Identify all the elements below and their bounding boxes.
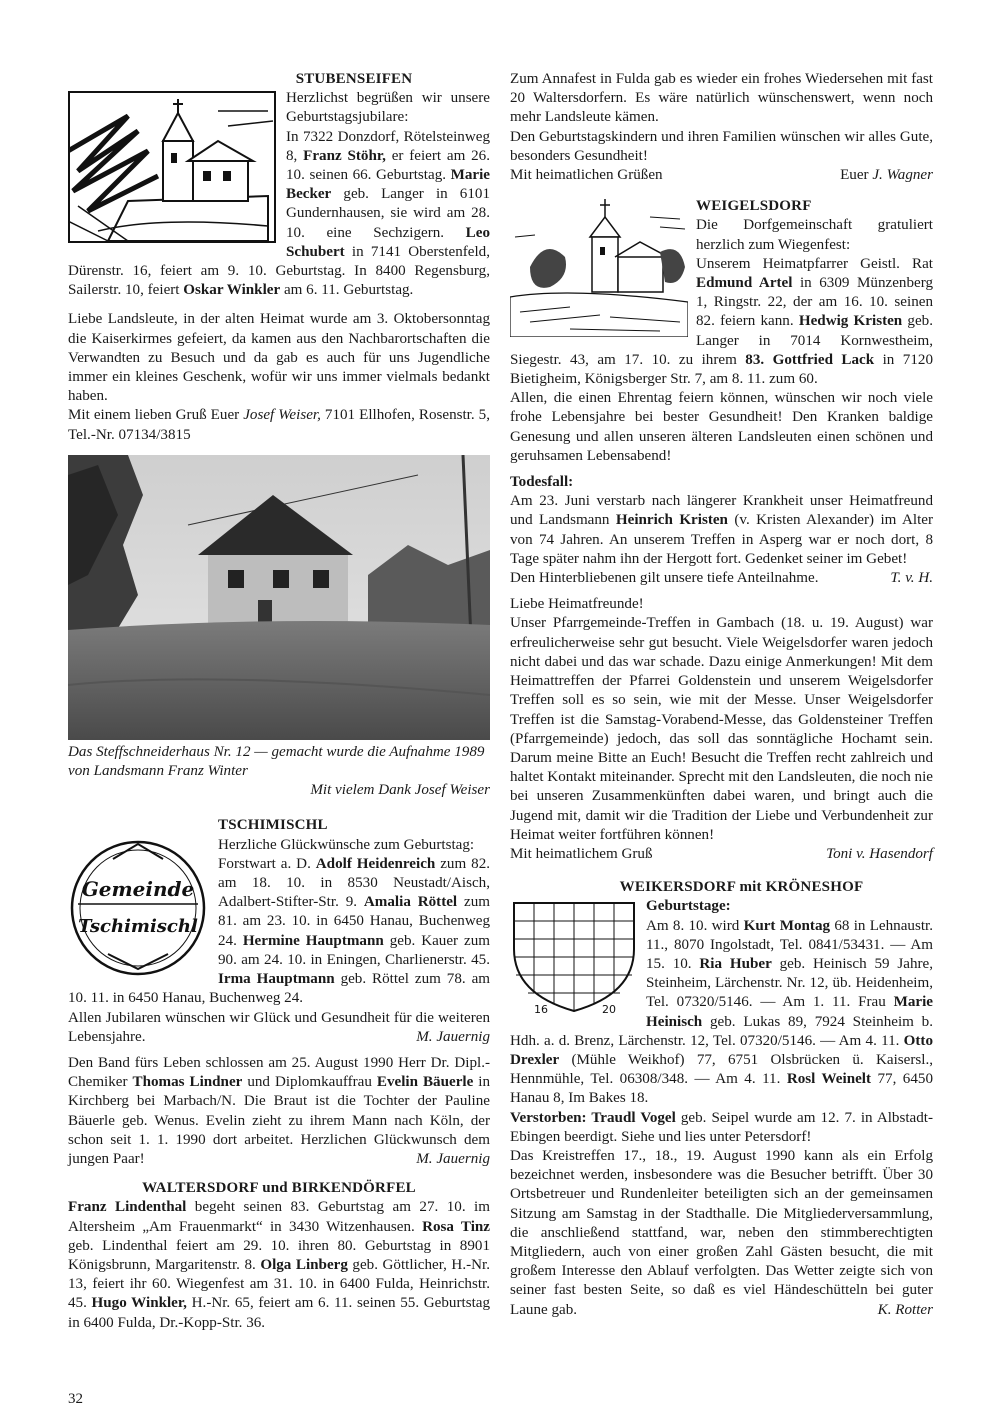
author-signature: K. Rotter [877,1301,933,1318]
house-photo [68,455,490,740]
birthday-name: Rosl Weinelt [786,1071,872,1088]
village-sketch-illustration [510,197,688,337]
waltersdorf-section [68,1179,490,1333]
birthday-name: Edmund Artel [696,275,793,292]
birthday-name: Ria Huber [699,955,772,972]
stubenseifen-birthdays: In 7322 Donzdorf, Rötelsteinweg 8, Franz Stöhr, er feiert am 26. 10. seinen 66. Geburtstag. Marie Becker geb. Langer in 6101 Gundernhausen, sie wird am 28. 10. eine Sechzigern. Leo Schubert in 7141 Oberstenfeld, Dürenstr. 16, feiert am 9. 10. Geburtstag. In 8400 Regensburg, Sailerstr. 10, feiert Oskar Winkler am 6. 11. Geburtstag. [68,128,490,299]
death-label: Todesfall: [510,474,574,491]
birthday-name: Oskar Winkler [183,282,281,299]
left-column [68,70,490,1333]
stubenseifen-greeting: Mit einem lieben Gruß Euer Josef Weiser, 7101 Ellhofen, Rosenstr. 5, Tel.-Nr. 07134/3815 [68,407,490,443]
weikersdorf-subheading: Geburtstage: [646,898,731,915]
author-signature: J. Wagner [872,167,933,184]
person-name: Thomas Lindner [132,1074,243,1091]
person-name: Evelin Bäuerle [376,1074,474,1091]
stubenseifen-intro: Herzlichst begrüßen wir unsere Geburtstagsjubilare: [286,90,490,126]
weikersdorf-birthdays: Am 8. 10. wird Kurt Montag 68 in Lehnaustr. 11., 8070 Ingolstadt, Tel. 0841/53431. — Am 15. 10. Ria Huber geb. Heinisch 59 Jahre, Steinheim, Lärchenstr. Nr. 12, üb. Heidenheim, Tel. 07320/5146. — Am 1. 11. Frau Marie Heinisch geb. Lukas 89, 7924 Steinheim b. Hdh. a. d. Brenz, Lärchenstr. 12, Tel. 07320/5146. — Am 4. 11. Otto Drexler (Mühle Weikhof) 77, 6751 Olsbrücken ü. Kaisersl., Hennmühle, Tel. 06308/348. — Am 4. 11. Rosl Weinelt 77, 6450 Hanau 8, Im Bakes 18. [510,917,934,1107]
waltersdorf-wishes: Den Geburtstagskindern und ihren Familien wünschen wir alles Gute, besonders Gesundheit! [510,128,933,164]
weikersdorf-deceased: Verstorben: Traudl Vogel geb. Seipel wurde am 12. 7. in Albstadt-Ebingen beerdigt. Siehe und lies unter Petersdorf! [510,1109,933,1145]
church-sketch-illustration [68,91,276,243]
birthday-name: Leo Schubert [286,224,490,260]
tschimischl-wish: Allen Jubilaren wünschen wir Glück und Gesundheit für die weiteren Lebensjahre. M. Jauernig [68,1009,490,1047]
crest-year-left: 16 [534,1003,548,1017]
gemeinde-seal-illustration [68,834,208,982]
birthday-name: 83. Gottfried Lack [745,351,875,368]
birthday-name: Otto Drexler [510,1032,933,1068]
birthday-name: Kurt Montag [743,917,831,934]
stubenseifen-paragraph: Liebe Landsleute, in der alten Heimat wurde am 3. Oktobersonntag die Kaiserkirmes gefeiert, da kamen aus den Nachbarortschaften die Verwandten zu Besuch und da gab es auch für uns Jugendliche immer ein kleines Geschenk, wofür wir uns immer vielmals bedankt haben. [68,311,490,405]
weigelsdorf-birthdays: Unserem Heimatpfarrer Geistl. Rat Edmund Artel in 6309 Münzenberg 1, Ringstr. 22, der am 16. 10. seinen 82. feiern kann. Hedwig Kristen geb. Langer in 7014 Kornwestheim, Siegestr. 43, am 17. 10. zu ihrem 83. Gottfried Lack in 7120 Bietigheim, Königsberger Str. 7, am 8. 11. zum 60. [510,255,933,388]
birthday-name: Adolf Heidenreich [315,855,436,872]
sympathy-line: Den Hinterbliebenen gilt unsere tiefe Anteilnahme. T. v. H. [510,569,933,588]
waltersdorf-birthdays: Franz Lindenthal begeht seinen 83. Geburtstag am 27. 10. im Altersheim „Am Frauenmarkt“ in 3430 Witzenhausen. Rosa Tinz geb. Lindenthal feiert am 29. 10. ihren 80. Geburtstag in 8901 Königsbrunn, Margaritenstr. 8. Olga Linberg geb. Göttlicher, H.-Nr. 13, feiert ihr 60. Wiegenfest am 31. 10. in 6400 Fulda, Heinrichstr. 45. Hugo Winkler, H.-Nr. 65, feiert am 6. 11. seinen 55. Geburtstag in 6400 Fulda, Dr.-Kopp-Str. 36. [68,1199,491,1331]
birthday-name: Franz Lindenthal [68,1199,187,1216]
birthday-name: Marie Heinisch [646,994,933,1030]
stubenseifen-section [68,70,490,445]
waltersdorf-greeting: Mit heimatlichen Grüßen Euer J. Wagner [510,167,933,184]
letter-body: Unser Pfarrgemeinde-Treffen in Gambach (18. u. 19. August) war erfreulicherweise sehr gut besucht. Viele Weigelsdorfer waren jedoch nicht dabei und das war schade. Dazu einige Anmerkungen! Mit dem Heimattreffen der Pfarrei Goldenstein und unserem Weigelsdorfer Treffen soll es so sein, wie mit der Messe. Unser Weigelsdorfer Treffen ist die Samstag-Vorabend-Messe, das Goldensteiner Treffen (Pfarrgemeinde) jedoch, das soll das sonntägliche Hochamt sein. Darum meine Bitte an Euch! Besucht die Treffen recht zahlreich und haltet Kontakt miteinander. Sprecht mit den Landsleuten, die noch nie bei unseren Zusammenkünften dabei waren, und bringt auch die Jugend mit, damit wir die Tradition der Liebe und Verbundenheit zur Heimat weiter fortführen können! [510,615,933,843]
tschimischl-heading: TSCHIMISCHL [218,817,328,834]
tschimischl-section [68,814,490,1169]
weigelsdorf-wish: Allen, die einen Ehrentag feiern können, wünschen wir noch viele frohe Lebensjahre bei bester Gesundheit! Den Kranken baldige Genesung und allen unseren älteren Landsleuten einen schönen und geruhsamen Lebensabend! [510,390,933,464]
right-column [510,70,933,1320]
birthday-name: Hermine Hauptmann [242,932,384,949]
photo-credit: Mit vielem Dank Josef Weiser [310,782,490,799]
weigelsdorf-section [510,197,933,864]
author-signature: M. Jauernig [416,1028,490,1045]
death-notice: Am 23. Juni verstarb nach längerer Krankheit unser Heimatfreund und Landsmann Heinrich Kristen (v. Kristen Alexander) im Alter von 74 Jahren. An unserem Treffen in Asperg war er noch dort, 8 Tage später nahm ihn der Hergott fort. Gedenket seiner im Gebet! [510,493,933,567]
birthday-name: Olga Linberg [260,1256,348,1273]
birthday-name: Marie Becker [286,167,490,203]
weigelsdorf-intro: Die Dorfgemeinschaft gratuliert herzlich zum Wiegenfest: [696,217,933,253]
wedding-notice: Den Band fürs Leben schlossen am 25. August 1990 Herr Dr. Dipl.-Chemiker Thomas Lindner und Diplomkauffrau Evelin Bäuerle in Kirchberg bei Marbach/N. Die Braut ist die Tochter der Pauline Bäuerle geb. Wenus. Evelin zieht zu ihrem Mann nach Köln, der schon seit 1. 1. 1990 dort arbeitet. Herzlichen Glückwunsch dem jungen Paar! M. Jauernig [68,1054,490,1169]
author-signature: T. v. H. [890,570,933,587]
tschimischl-birthdays: Forstwart a. D. Adolf Heidenreich zum 82. am 18. 10. in 8530 Neustadt/Aisch, Adalbert-Stifter-Str. 9. Amalia Röttel zum 81. am 23. 10. in 6450 Hanau, Buchenweg 24. Hermine Hauptmann geb. Kauer zum 90. am 24. 10. in Eningen, Charlienerstr. 45. Irma Hauptmann geb. Röttel zum 78. am 10. 11. in 6450 Hanau, Buchenweg 24. [68,855,491,1007]
birthday-name: Rosa Tinz [422,1218,490,1235]
author-signature: M. Jauernig [416,1150,490,1167]
house-photo-image [68,455,490,740]
page-number: 32 [68,1391,83,1407]
seal-text-line1: Gemeinde [81,877,195,902]
letter-greeting: Mit heimatlichem Gruß Toni v. Hasendorf [510,845,933,864]
weikersdorf-heading: WEIKERSDORF mit KRÖNESHOF [619,879,864,896]
birthday-name: Hugo Winkler, [91,1295,187,1312]
person-name: Heinrich Kristen [615,512,728,529]
letter-opening: Liebe Heimatfreunde! [510,596,644,613]
birthday-name: Amalia Röttel [363,894,458,911]
heraldic-crest-illustration [510,899,638,1017]
waltersdorf-heading: WALTERSDORF und BIRKENDÖRFEL [142,1180,416,1197]
author-signature: Toni v. Hasendorf [826,845,933,862]
weikersdorf-section [510,878,933,1320]
birthday-name: Hedwig Kristen [798,313,903,330]
birthday-name: Irma Hauptmann [218,971,335,988]
crest-year-right: 20 [602,1003,616,1017]
waltersdorf-annafest: Zum Annafest in Fulda gab es wieder ein frohes Wiedersehen mit fast 20 Waltersdorfern. Es wäre natürlich wünschenswert, wenn noch mehr Landsleute kämen. [510,71,933,126]
birthday-name: Franz Stöhr, [303,147,386,164]
tschimischl-intro: Herzliche Glückwünsche zum Geburtstag: [218,836,475,853]
photo-caption: Das Steffschneiderhaus Nr. 12 — gemacht wurde die Aufnahme 1989 von Landsmann Franz Winter [68,743,485,780]
weigelsdorf-heading: WEIGELSDORF [696,198,812,215]
seal-text-line2: Tschimischl [78,916,198,938]
stubenseifen-heading: STUBENSEIFEN [295,71,413,87]
kreistreffen-report: Das Kreistreffen 17., 18., 19. August 1990 kann als ein Erfolg bezeichnet werden, insbesondere was die Besucher betrifft. Über 30 Ortsbetreuer und Rundenleiter beteiligten sich an der gemeinsamen Sitzung am Samstag in der Stadthalle. Die Mitgliederversammlung, die anschließend stattfand, war, neben den stimmberechtigten Mitgliedern, auch von einer großen Zahl Gästen besucht, die mit großem Interesse den Ablauf verfolgten. Das Wetter zeigte sich von seiner fast besten Seite, so daß es viel Händeschütteln bei guter Laune gab. K. Rotter [510,1147,933,1320]
